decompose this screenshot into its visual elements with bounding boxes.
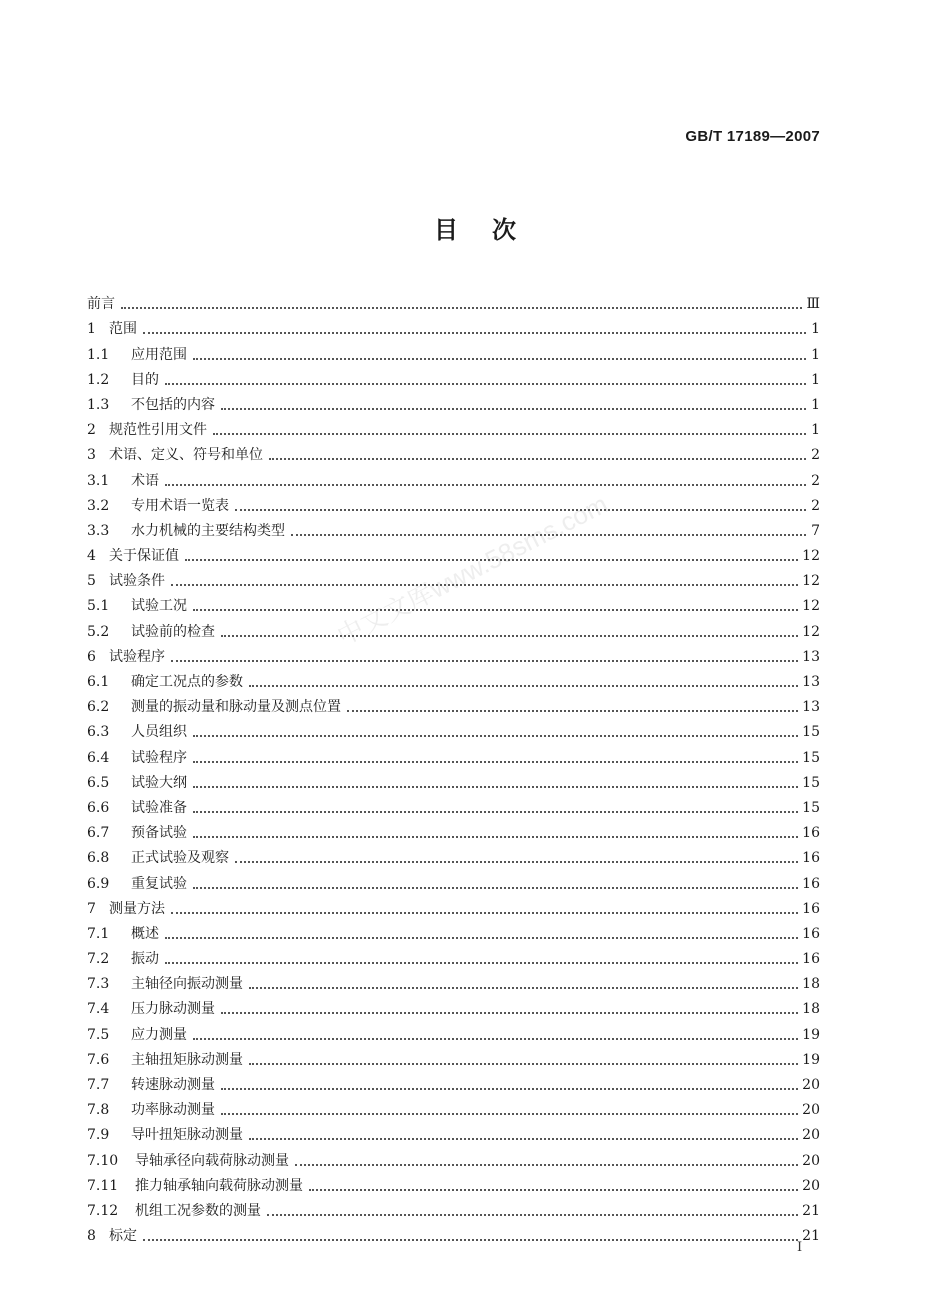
dot-leader <box>291 534 806 536</box>
toc-entry-page: 2 <box>811 497 820 514</box>
toc-entry-label: 术语 <box>131 472 159 489</box>
toc-entry-label: 导轴承径向载荷脉动测量 <box>135 1152 289 1169</box>
toc-entry-page: 2 <box>811 447 820 464</box>
toc-entry[interactable] <box>87 464 820 489</box>
toc-entry-label: 术语、定义、符号和单位 <box>109 447 263 464</box>
toc-entry[interactable] <box>87 540 820 565</box>
toc-entry-label: 机组工况参数的测量 <box>135 1202 261 1219</box>
dot-leader <box>193 735 798 737</box>
toc-entry-label: 转速脉动测量 <box>131 1077 215 1093</box>
toc-entry-number: 5.2 <box>87 623 110 640</box>
toc-entry-label: 目的 <box>131 371 159 388</box>
dot-leader <box>185 559 798 561</box>
toc-entry-label: 人员组织 <box>131 724 187 741</box>
table-of-contents <box>87 288 820 1245</box>
toc-entry-number: 7.12 <box>87 1202 119 1219</box>
toc-entry-page: 12 <box>802 573 820 590</box>
dot-leader <box>221 1088 798 1090</box>
toc-entry-number: 3 <box>87 447 96 464</box>
toc-entry-page: 12 <box>802 623 820 640</box>
toc-entry-number: 3.2 <box>87 497 110 514</box>
toc-entry-number: 1.2 <box>87 371 110 388</box>
toc-entry-page: 2 <box>811 472 820 489</box>
dot-leader <box>193 1038 798 1040</box>
toc-entry-number: 6.1 <box>87 674 110 690</box>
toc-entry-page: 18 <box>802 976 820 993</box>
dot-leader <box>193 358 806 360</box>
toc-entry-number: 6.9 <box>87 875 110 892</box>
toc-entry-number: 7.5 <box>87 1026 110 1043</box>
page-title: 目次 <box>434 215 550 244</box>
dot-leader <box>143 1239 798 1241</box>
toc-entry-number: 1.1 <box>87 346 110 363</box>
dot-leader <box>249 987 798 989</box>
dot-leader <box>235 861 798 863</box>
toc-entry-page: 15 <box>802 749 820 766</box>
toc-entry-page: 20 <box>802 1177 820 1194</box>
toc-entry-label: 试验前的检查 <box>131 623 215 640</box>
toc-entry[interactable] <box>87 691 820 716</box>
toc-entry-number: 5.1 <box>87 598 110 615</box>
toc-entry[interactable] <box>87 1195 820 1220</box>
dot-leader <box>193 761 798 763</box>
dot-leader <box>249 1138 798 1140</box>
toc-entry[interactable] <box>87 767 820 792</box>
dot-leader <box>221 1012 798 1014</box>
toc-entry-label: 标定 <box>109 1228 137 1245</box>
toc-entry-number: 2 <box>87 422 96 439</box>
toc-entry-number: 7 <box>87 900 96 917</box>
toc-entry-label: 试验程序 <box>131 749 187 766</box>
toc-entry-label: 试验条件 <box>109 573 165 590</box>
toc-entry-label: 应用范围 <box>131 346 187 363</box>
watermark: 中文文库www.58sms.com <box>332 488 613 652</box>
toc-entry-number: 4 <box>87 548 96 565</box>
toc-entry-number: 6.8 <box>87 850 110 867</box>
toc-entry-page: 16 <box>802 951 820 968</box>
toc-entry-label: 振动 <box>131 951 159 968</box>
toc-entry[interactable] <box>87 338 820 363</box>
toc-entry-page: 13 <box>802 699 820 716</box>
toc-entry[interactable] <box>87 565 820 590</box>
toc-entry-number: 3.1 <box>87 472 110 489</box>
toc-entry-label: 前言 <box>87 296 115 313</box>
toc-entry-number: 6.5 <box>87 774 110 791</box>
dot-leader <box>249 1063 798 1065</box>
dot-leader <box>221 635 798 637</box>
toc-entry-page: 1 <box>811 346 820 363</box>
toc-entry[interactable] <box>87 288 820 313</box>
toc-entry-page: 15 <box>802 799 820 816</box>
toc-entry-label: 正式试验及观察 <box>131 850 229 867</box>
toc-entry[interactable] <box>87 1094 820 1119</box>
toc-entry[interactable] <box>87 893 820 918</box>
toc-entry-page: 16 <box>802 850 820 867</box>
dot-leader <box>165 962 798 964</box>
toc-entry-label: 规范性引用文件 <box>109 422 207 439</box>
toc-entry[interactable] <box>87 792 820 817</box>
toc-entry-page: 20 <box>802 1077 820 1093</box>
toc-entry[interactable] <box>87 1220 820 1245</box>
toc-entry-page: 20 <box>802 1127 820 1144</box>
toc-entry-number: 7.6 <box>87 1051 110 1068</box>
toc-entry[interactable] <box>87 968 820 993</box>
toc-entry[interactable] <box>87 414 820 439</box>
dot-leader <box>267 1214 798 1216</box>
toc-entry-page: 15 <box>802 724 820 741</box>
toc-entry-label: 不包括的内容 <box>131 396 215 413</box>
dot-leader <box>165 484 806 486</box>
toc-entry-label: 关于保证值 <box>109 548 179 565</box>
toc-entry-label: 试验大纲 <box>131 774 187 791</box>
toc-entry-page: 16 <box>802 825 820 842</box>
dot-leader <box>165 383 806 385</box>
toc-entry-page: 12 <box>802 598 820 615</box>
toc-entry-page: 16 <box>802 875 820 892</box>
toc-entry[interactable] <box>87 590 820 615</box>
dot-leader <box>193 836 798 838</box>
toc-entry-label: 主轴径向振动测量 <box>131 976 243 993</box>
toc-entry[interactable] <box>87 1044 820 1069</box>
toc-entry[interactable] <box>87 490 820 515</box>
toc-entry[interactable] <box>87 943 820 968</box>
toc-entry[interactable] <box>87 918 820 943</box>
toc-entry-page: 1 <box>811 396 820 413</box>
toc-entry[interactable] <box>87 641 820 666</box>
toc-entry-page: 19 <box>802 1051 820 1068</box>
toc-entry-page: 19 <box>802 1026 820 1043</box>
toc-entry[interactable] <box>87 716 820 741</box>
toc-entry-number: 7.7 <box>87 1077 110 1093</box>
toc-entry-number: 6.4 <box>87 749 110 766</box>
dot-leader <box>193 786 798 788</box>
dot-leader <box>295 1164 798 1166</box>
dot-leader <box>213 433 806 435</box>
toc-entry[interactable] <box>87 1170 820 1195</box>
toc-entry-page: 21 <box>802 1228 820 1245</box>
toc-entry[interactable] <box>87 364 820 389</box>
toc-entry-page: 15 <box>802 774 820 791</box>
toc-entry-label: 重复试验 <box>131 875 187 892</box>
toc-entry[interactable] <box>87 515 820 540</box>
dot-leader <box>193 609 798 611</box>
dot-leader <box>121 307 802 309</box>
dot-leader <box>249 685 798 687</box>
toc-entry-page: 1 <box>811 371 820 388</box>
toc-entry-label: 测量的振动量和脉动量及测点位置 <box>131 699 341 716</box>
dot-leader <box>221 1113 798 1115</box>
dot-leader <box>171 660 798 662</box>
toc-entry-number: 8 <box>87 1228 96 1245</box>
toc-entry-number: 7.8 <box>87 1102 110 1119</box>
toc-entry-page: 20 <box>802 1152 820 1169</box>
toc-entry[interactable] <box>87 389 820 414</box>
toc-entry-number: 7.3 <box>87 976 110 993</box>
toc-entry-label: 应力测量 <box>131 1026 187 1043</box>
dot-leader <box>221 408 806 410</box>
toc-entry[interactable] <box>87 1069 820 1094</box>
standard-code: GB/T 17189—2007 <box>685 128 820 145</box>
toc-entry-label: 主轴扭矩脉动测量 <box>131 1051 243 1068</box>
toc-entry[interactable] <box>87 439 820 464</box>
toc-entry-label: 范围 <box>109 321 137 338</box>
toc-entry-page: 20 <box>802 1102 820 1119</box>
toc-entry-page: 18 <box>802 1001 820 1018</box>
toc-entry-number: 7.2 <box>87 951 110 968</box>
toc-entry-number: 7.9 <box>87 1127 110 1144</box>
toc-entry-page: 13 <box>802 648 820 665</box>
toc-entry-label: 水力机械的主要结构类型 <box>131 522 285 539</box>
toc-entry-number: 6.7 <box>87 825 110 842</box>
toc-entry-number: 6 <box>87 648 96 665</box>
toc-entry[interactable] <box>87 817 820 842</box>
toc-entry-label: 推力轴承轴向载荷脉动测量 <box>135 1177 303 1194</box>
dot-leader <box>193 811 798 813</box>
toc-entry-page: 7 <box>811 522 820 539</box>
toc-entry[interactable] <box>87 867 820 892</box>
toc-entry-label: 专用术语一览表 <box>131 497 229 514</box>
toc-entry-label: 试验程序 <box>109 648 165 665</box>
toc-entry-page: 1 <box>811 321 820 338</box>
toc-entry-label: 确定工况点的参数 <box>131 674 243 690</box>
toc-entry-page: 1 <box>811 422 820 439</box>
toc-entry-number: 1.3 <box>87 396 110 413</box>
toc-entry-label: 测量方法 <box>109 900 165 917</box>
toc-entry-page: 13 <box>802 674 820 690</box>
toc-entry-number: 5 <box>87 573 96 590</box>
toc-entry-label: 功率脉动测量 <box>131 1102 215 1119</box>
dot-leader <box>165 937 798 939</box>
toc-entry-label: 试验准备 <box>131 799 187 816</box>
toc-entry[interactable] <box>87 842 820 867</box>
toc-entry-label: 概述 <box>131 925 159 942</box>
toc-entry-number: 6.2 <box>87 699 110 716</box>
toc-entry-number: 3.3 <box>87 522 110 539</box>
toc-entry[interactable] <box>87 741 820 766</box>
toc-entry[interactable] <box>87 615 820 640</box>
toc-entry-page: 16 <box>802 925 820 942</box>
dot-leader <box>309 1189 798 1191</box>
toc-entry[interactable] <box>87 1018 820 1043</box>
dot-leader <box>269 458 806 460</box>
toc-entry[interactable] <box>87 993 820 1018</box>
dot-leader <box>143 332 806 334</box>
toc-entry[interactable] <box>87 1144 820 1169</box>
toc-entry-page: 21 <box>802 1202 820 1219</box>
dot-leader <box>193 887 798 889</box>
toc-entry-label: 预备试验 <box>131 825 187 842</box>
toc-entry-page: 12 <box>802 548 820 565</box>
dot-leader <box>171 584 798 586</box>
toc-entry-number: 7.4 <box>87 1001 110 1018</box>
toc-entry-number: 7.11 <box>87 1177 119 1194</box>
toc-entry-label: 导叶扭矩脉动测量 <box>131 1127 243 1144</box>
toc-entry-page: 16 <box>802 900 820 917</box>
toc-entry[interactable] <box>87 313 820 338</box>
toc-entry-number: 6.6 <box>87 799 110 816</box>
dot-leader <box>235 509 806 511</box>
toc-entry-number: 7.10 <box>87 1152 119 1169</box>
dot-leader <box>171 912 798 914</box>
toc-entry-label: 试验工况 <box>131 598 187 615</box>
toc-entry[interactable] <box>87 1119 820 1144</box>
toc-entry-page: Ⅲ <box>806 296 820 313</box>
dot-leader <box>347 710 798 712</box>
toc-entry[interactable] <box>87 666 820 691</box>
toc-entry-label: 压力脉动测量 <box>131 1001 215 1018</box>
page-folio: Ⅰ <box>797 1240 803 1255</box>
toc-entry-number: 7.1 <box>87 925 110 942</box>
toc-entry-number: 1 <box>87 321 96 338</box>
toc-entry-number: 6.3 <box>87 724 110 741</box>
